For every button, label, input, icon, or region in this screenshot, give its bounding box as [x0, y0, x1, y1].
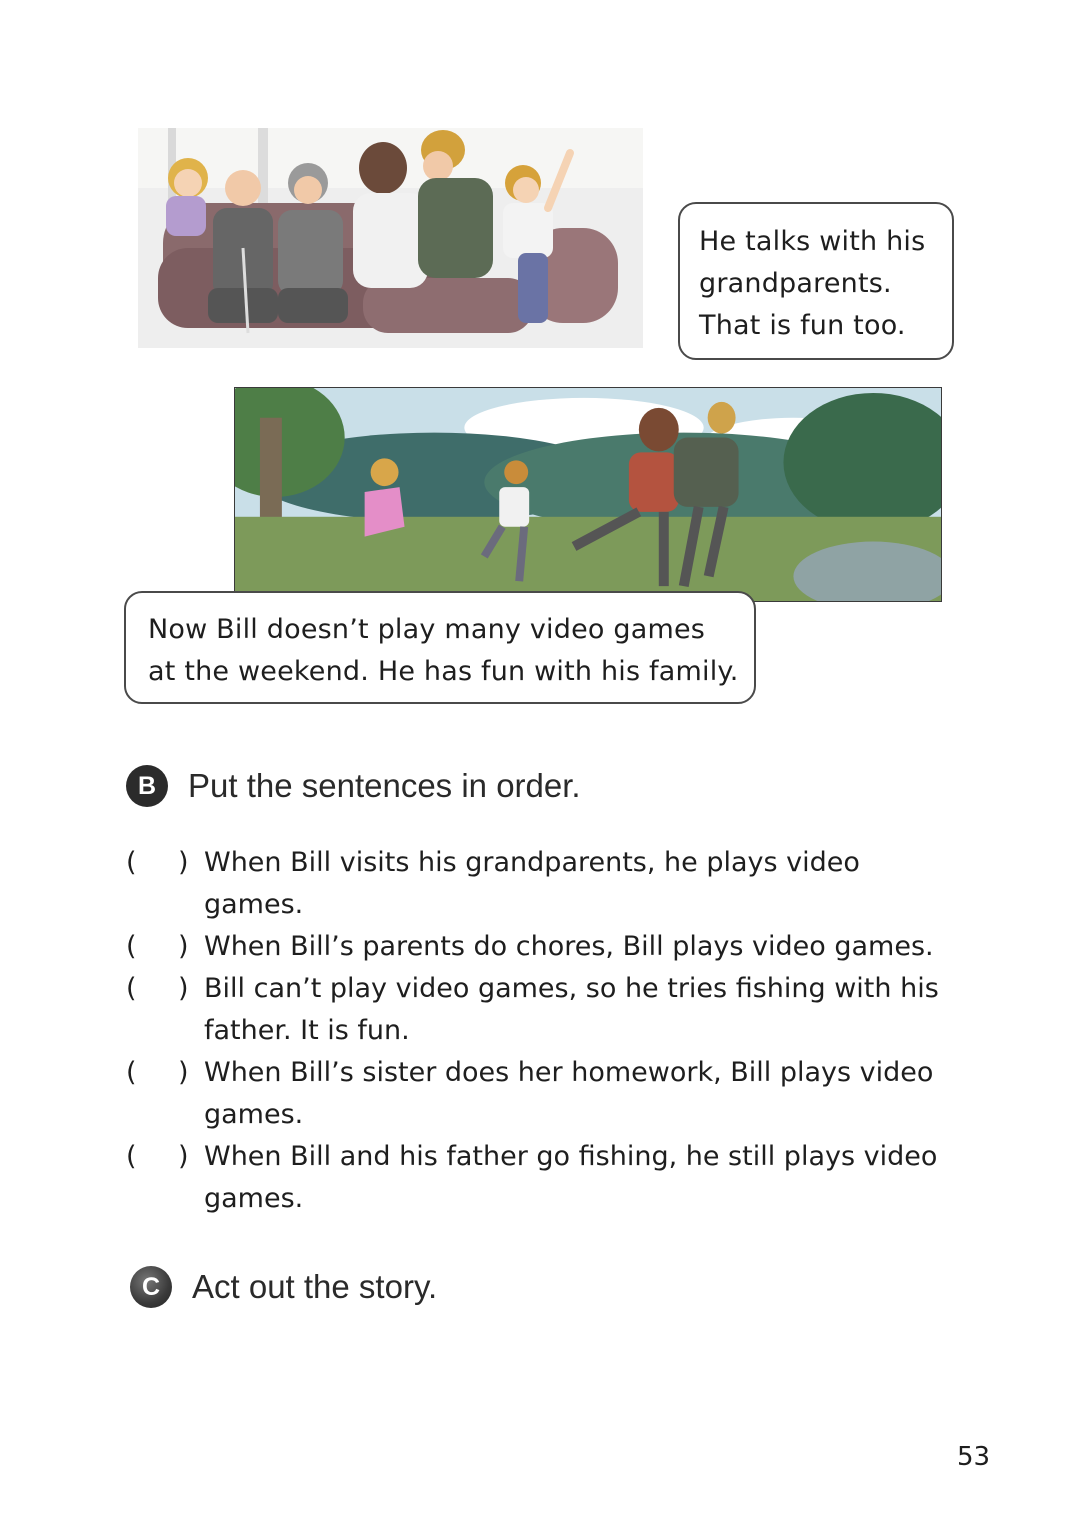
answer-bracket-close: ): [178, 1141, 189, 1172]
section-c-heading: Act out the story.: [192, 1268, 438, 1305]
section-b-header: [126, 765, 581, 807]
answer-bracket-close: ): [178, 1057, 189, 1088]
answer-bracket-open: (: [126, 847, 137, 878]
ordering-list: [126, 842, 966, 1220]
answer-bracket-close: ): [178, 847, 189, 878]
answer-bracket-open: (: [126, 1057, 137, 1088]
answer-bracket-close: ): [178, 931, 189, 962]
bubble-line: at the weekend. He has fun with his family.: [148, 656, 739, 687]
bubble-line: grandparents.: [699, 268, 892, 299]
list-item: [126, 842, 966, 926]
speech-bubble-grandparents: [678, 202, 954, 360]
speech-bubble-weekend: [124, 591, 756, 704]
answer-bracket-open: (: [126, 1141, 137, 1172]
section-b-badge: B: [126, 765, 168, 807]
sentence-text: When Bill’s parents do chores, Bill plays video games.: [204, 931, 934, 962]
sentence-text: Bill can’t play video games, so he tries fishing with his father. It is fun.: [204, 973, 939, 1046]
section-b-heading: Put the sentences in order.: [188, 767, 581, 804]
list-item: [126, 1136, 966, 1220]
answer-bracket-open: (: [126, 931, 137, 962]
section-c-header: [130, 1266, 437, 1308]
sentence-text: When Bill and his father go fishing, he still plays video games.: [204, 1141, 938, 1214]
bubble-line: Now Bill doesn’t play many video games: [148, 614, 706, 645]
park-running-illustration: [234, 387, 942, 602]
section-c-badge: C: [130, 1266, 172, 1308]
page-number: 53: [957, 1442, 991, 1472]
sentence-text: When Bill visits his grandparents, he plays video games.: [204, 847, 860, 920]
list-item: [126, 1052, 966, 1136]
answer-bracket-close: ): [178, 973, 189, 1004]
list-item: [126, 968, 966, 1052]
family-sofa-illustration: [138, 128, 643, 348]
bubble-line: That is fun too.: [699, 310, 906, 341]
sentence-text: When Bill’s sister does her homework, Bill plays video games.: [204, 1057, 934, 1130]
list-item: [126, 926, 966, 968]
bubble-line: He talks with his: [699, 226, 926, 257]
answer-bracket-open: (: [126, 973, 137, 1004]
